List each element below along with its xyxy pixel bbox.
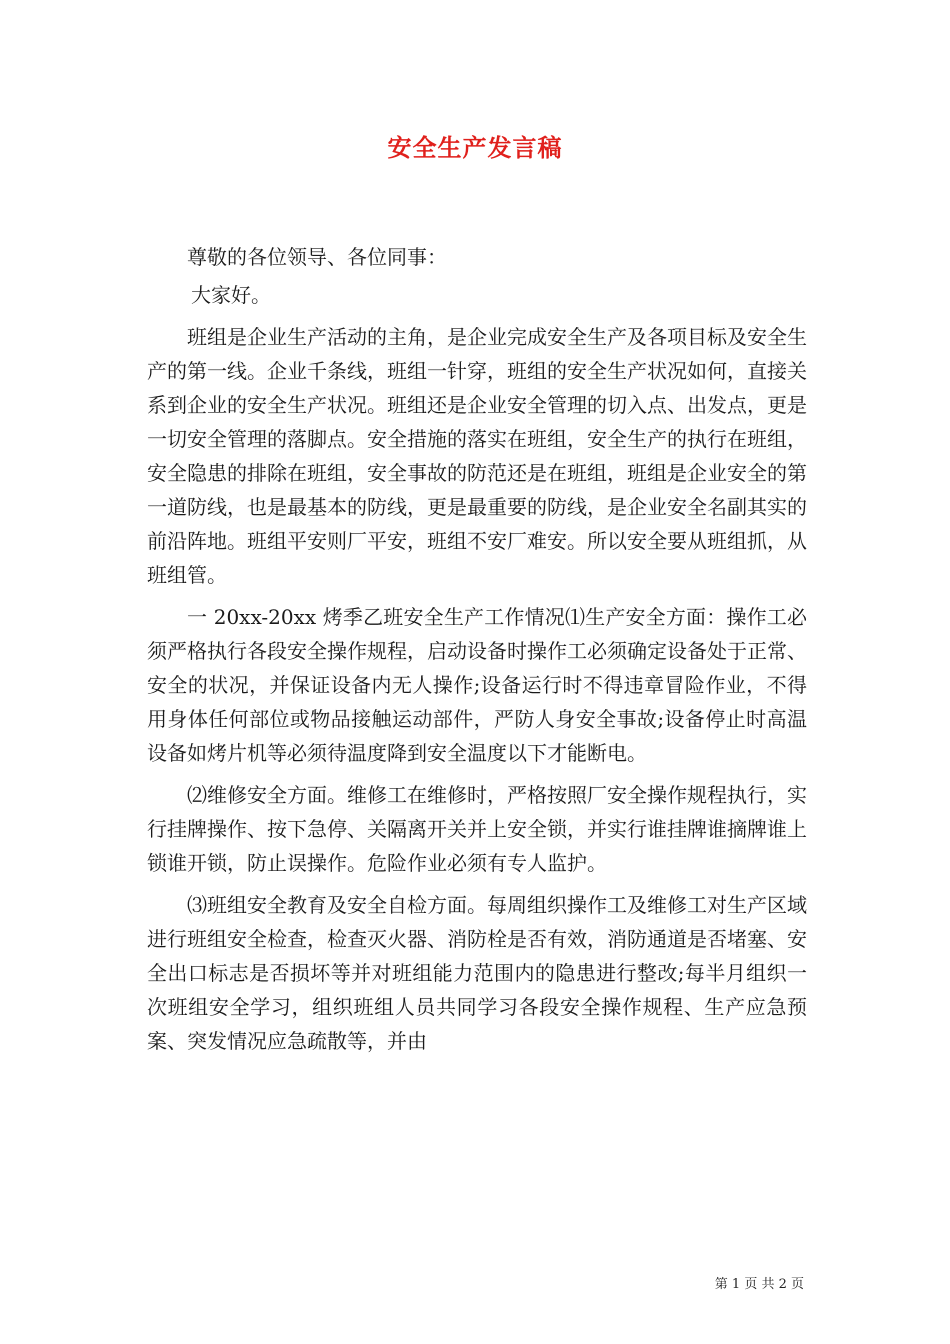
- document-body: [147, 240, 807, 1066]
- paragraph: 班组是企业生产活动的主角，是企业完成安全生产及各项目标及安全生产的第一线。企业千条线，班组一针穿，班组的安全生产状况如何，直接关系到企业的安全生产状况。班组还是企业安全管理的切入点、出发点，更是一切安全管理的落脚点。安全措施的落实在班组，安全生产的执行在班组，安全隐患的排除在班组，安全事故的防范还是在班组，班组是企业安全的第一道防线，也是最基本的防线，更是最重要的防线，是企业安全名副其实的前沿阵地。班组平安则厂平安，班组不安厂难安。所以安全要从班组抓，从班组管。: [147, 325, 807, 587]
- paragraph: 一 20xx-20xx 烤季乙班安全生产工作情况⑴生产安全方面：操作工必须严格执行各段安全操作规程，启动设备时操作工必须确定设备处于正常、安全的状况，并保证设备内无人操作;设备运行时不得违章冒险作业，不得用身体任何部位或物品接触运动部件，严防人身安全事故;设备停止时高温设备如烤片机等必须待温度降到安全温度以下才能断电。: [147, 605, 807, 765]
- salutation: 尊敬的各位领导、各位同事：: [187, 245, 447, 269]
- paragraph: ⑵维修安全方面。维修工在维修时，严格按照厂安全操作规程执行，实行挂牌操作、按下急停、关隔离开关并上安全锁，并实行谁挂牌谁摘牌谁上锁谁开锁，防止误操作。危险作业必须有专人监护。: [147, 783, 807, 875]
- document-title: 安全生产发言稿: [387, 133, 563, 162]
- paragraph: ⑶班组安全教育及安全自检方面。每周组织操作工及维修工对生产区域进行班组安全检查，检查灭火器、消防栓是否有效，消防通道是否堵塞、安全出口标志是否损坏等并对班组能力范围内的隐患进行整改;每半月组织一次班组安全学习，组织班组人员共同学习各段安全操作规程、生产应急预案、突发情况应急疏散等，并由: [147, 893, 807, 1053]
- page-number-footer: 第 1 页 共 2 页: [714, 1277, 804, 1292]
- greeting: 大家好。: [191, 283, 271, 307]
